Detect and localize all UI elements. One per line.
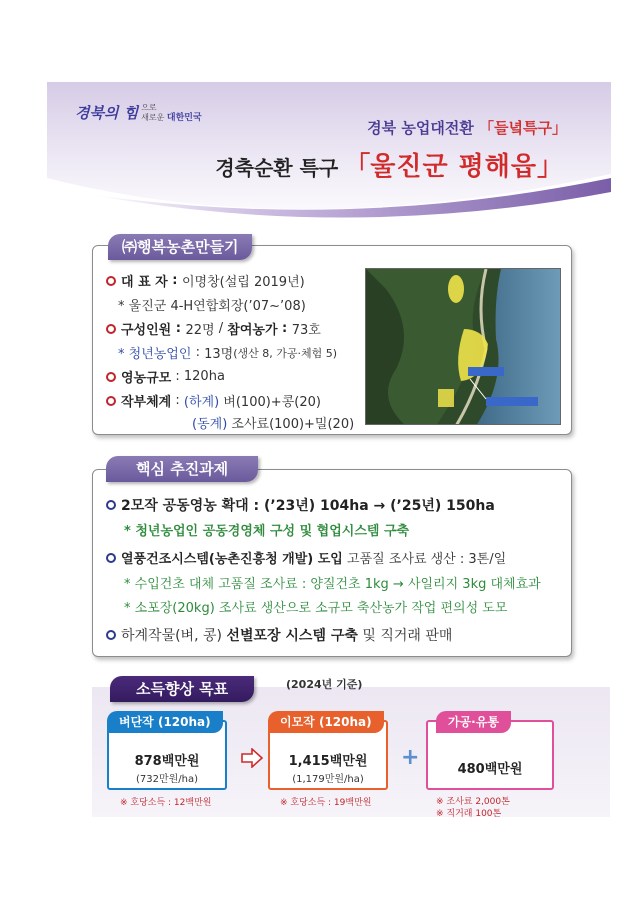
subtitle-main: 경북 농업대전환 — [367, 119, 474, 137]
page-title — [215, 146, 563, 183]
bullet-check-icon — [106, 500, 116, 510]
card-value: 480백만원 — [457, 762, 523, 777]
income-card-single-crop — [107, 715, 227, 790]
income-card-processing — [426, 715, 554, 790]
rep-note: * 울진군 4-H연합회장(’07~’08) — [118, 299, 306, 314]
logo-tagline — [141, 103, 202, 123]
card-value: 878백만원 — [134, 754, 200, 769]
organization-tab: ㈜행복농촌만들기 — [108, 234, 252, 260]
income-note-3b: ※ 직거래 100톤 — [436, 809, 502, 819]
task-3 — [106, 625, 452, 645]
card-subvalue: (732만원/ha) — [135, 774, 199, 785]
farms-label: 참여농가 — [227, 323, 278, 338]
title-prefix: 경축순환 특구 — [215, 156, 339, 180]
aerial-map-image — [366, 269, 561, 425]
income-card-double-crop — [268, 715, 388, 790]
title-bracket-close: 」 — [536, 152, 563, 182]
rep-row: 대 표 자 : 이명창(설립 2019년) — [106, 271, 305, 290]
scale-label: 영농규모 — [121, 371, 172, 386]
bullet-check-icon — [106, 553, 116, 563]
rep-label: 대 표 자 — [121, 275, 168, 290]
gyeongbuk-logo — [75, 102, 202, 123]
income-note-1: ※ 호당소득 : 12백만원 — [120, 798, 212, 808]
task-3-bold: 선별포장 시스템 구축 — [226, 628, 358, 644]
task-3-post: 및 직거래 판매 — [362, 628, 453, 644]
bullet-check-icon — [106, 324, 116, 334]
arrow-right-icon — [240, 748, 264, 768]
logo-tag-3: 대한민국 — [166, 112, 202, 123]
winter-value: 조사료(100)+밀(20) — [231, 417, 355, 432]
aerial-map — [365, 268, 561, 425]
logo-tag-2: 새로운 — [141, 112, 165, 122]
rep-value: 이명창(설립 2019년) — [182, 275, 305, 290]
plus-icon: + — [401, 745, 420, 770]
card-subvalue: (1,179만원/ha) — [292, 774, 364, 785]
bullet-check-icon — [106, 630, 116, 640]
income-base-year: (2024년 기준) — [286, 678, 363, 691]
header-banner — [47, 82, 611, 230]
task-1 — [106, 495, 495, 515]
scale-row: 영농규모 : 120ha — [106, 367, 225, 386]
income-tab: 소득향상 목표 — [110, 676, 254, 702]
title-bracket-open: 「 — [344, 152, 371, 182]
income-note-3a: ※ 조사료 2,000톤 — [436, 797, 510, 807]
subtitle-bracket: 「들녘특구」 — [479, 119, 567, 137]
farms-value: 73호 — [291, 323, 321, 338]
logo-script: 경북의 힘 — [75, 104, 139, 122]
members-value: 22명 — [185, 323, 215, 338]
bullet-check-icon — [106, 396, 116, 406]
task-2 — [106, 548, 506, 567]
members-row: 구성인원 : 22명 / 참여농가 : 73호 — [106, 319, 321, 338]
winter-label: (동계) — [192, 417, 228, 432]
scale-value: 120ha — [183, 369, 225, 384]
youth-label: * 청년농업인 — [118, 347, 192, 362]
youth-value: 13명 — [204, 347, 234, 362]
system-label: 작부체계 — [121, 395, 172, 410]
summer-label: (하계) — [183, 395, 220, 410]
task-3-pre: 하계작물(벼, 콩) — [121, 628, 222, 644]
members-label: 구성인원 — [121, 323, 172, 338]
task-1-main: 2모작 공동영농 확대 : (’23년) 104ha → (’25년) 150ha — [121, 498, 495, 514]
card-header: 이모작 (120ha) — [268, 711, 384, 733]
task-2-bold: 열풍건조시스템(농촌진흥청 개발) 도입 — [121, 552, 343, 567]
system-row: 작부체계 : (하계) 벼(100)+콩(20) — [106, 391, 321, 410]
youth-detail: (생산 8, 가공·체험 5) — [233, 346, 338, 360]
task-1-sub: * 청년농업인 공동경영체 구성 및 협업시스템 구축 — [124, 524, 410, 539]
card-value: 1,415백만원 — [288, 754, 368, 769]
title-name: 울진군 평해읍 — [370, 152, 537, 182]
header-subtitle — [367, 117, 567, 138]
card-header: 가공·유통 — [436, 711, 511, 733]
bullet-check-icon — [106, 276, 116, 286]
youth-row: * 청년농업인 : 13명 (생산 8, 가공·체험 5) — [118, 345, 338, 362]
income-note-2: ※ 호당소득 : 19백만원 — [280, 798, 372, 808]
bullet-check-icon — [106, 372, 116, 382]
summer-value: 벼(100)+콩(20) — [223, 395, 321, 410]
task-2-sub-2: * 소포장(20kg) 조사료 생산으로 소규모 축산농가 작업 편의성 도모 — [124, 601, 508, 616]
winter-row — [192, 413, 354, 432]
logo-tag-1: 으로 — [141, 102, 157, 112]
task-2-sub-1: * 수입건초 대체 고품질 조사료 : 양질건초 1kg → 사일리지 3kg 대체효과 — [124, 577, 541, 592]
tasks-tab: 핵심 추진과제 — [106, 456, 258, 482]
task-2-rest: 고품질 조사료 생산 : 3톤/일 — [347, 552, 507, 567]
card-header: 벼단작 (120ha) — [107, 711, 223, 733]
